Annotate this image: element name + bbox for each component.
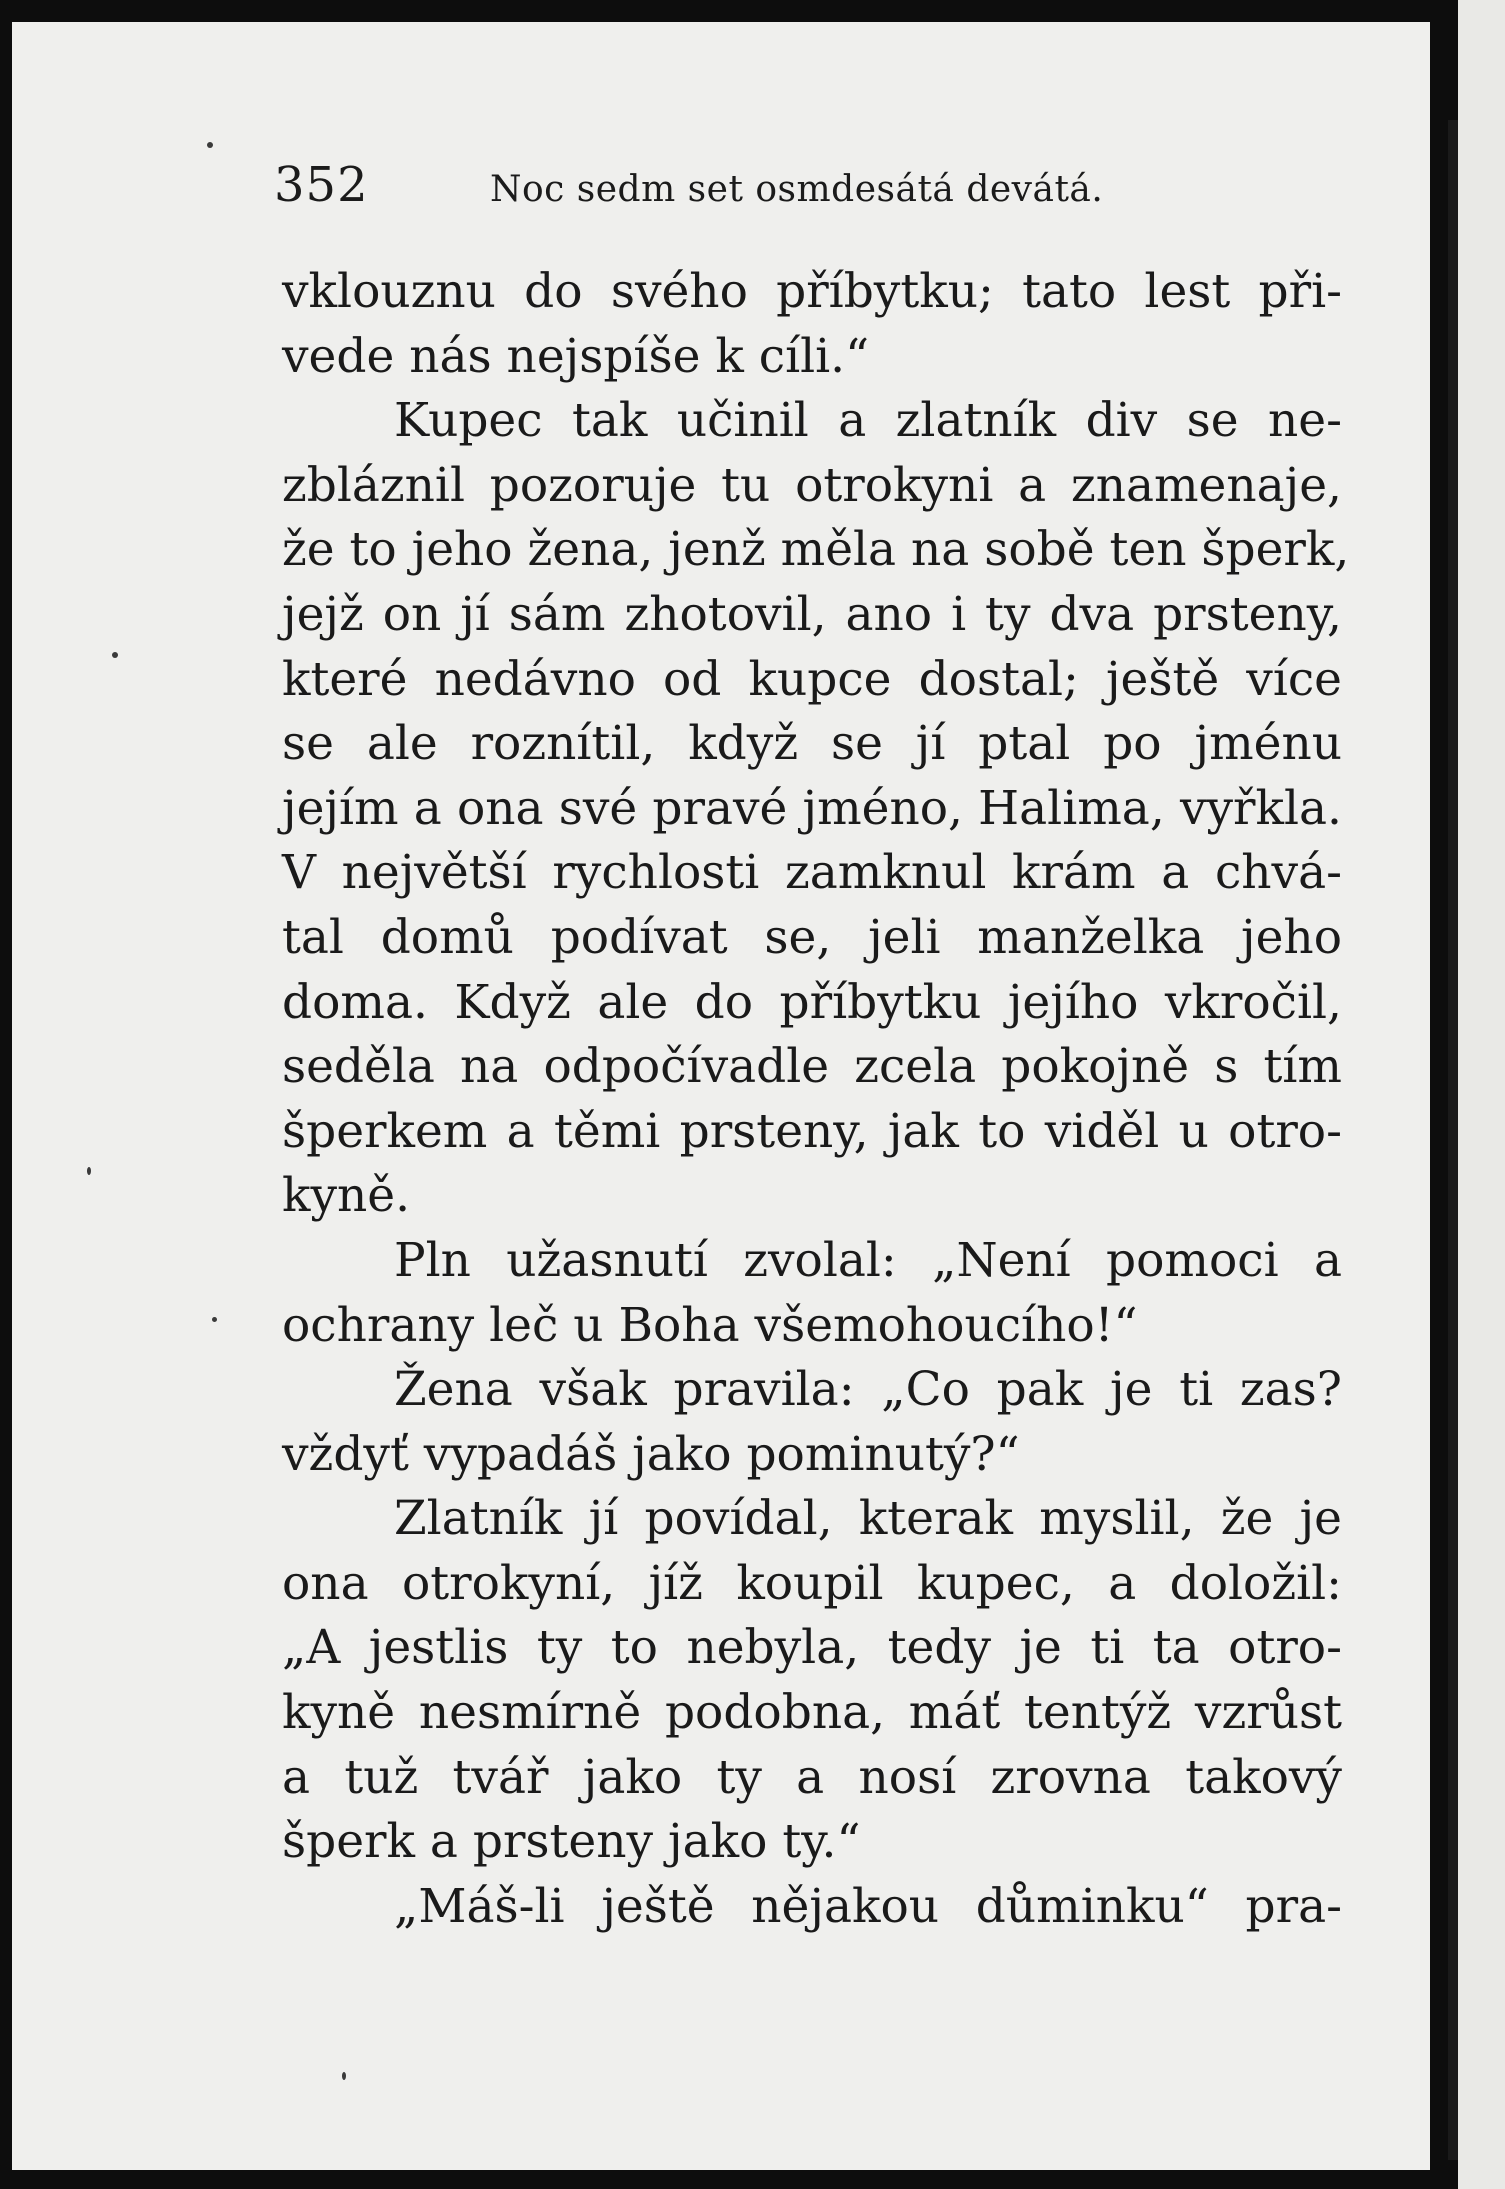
text-line: ochrany leč u Boha všemohoucího!“ bbox=[282, 1297, 1138, 1353]
text-line: „Máš-li ještě nějakou důminku“ pra- bbox=[394, 1878, 1342, 1934]
text-line: vede nás nejspíše k cíli.“ bbox=[282, 328, 870, 384]
text-line: vklouznu do svého příbytku; tato lest při- bbox=[282, 264, 1342, 319]
text-line: a tuž tvář jako ty a nosí zrovna takový bbox=[282, 1749, 1342, 1805]
text-line: zbláznil pozoruje tu otrokyni a znamenaje, bbox=[282, 457, 1342, 513]
text-line: šperkem a těmi prsteny, jak to viděl u otro- bbox=[282, 1103, 1342, 1159]
dust-speck bbox=[87, 1167, 91, 1175]
book-page bbox=[12, 22, 1430, 2170]
text-line: kyně nesmírně podobna, máť tentýž vzrůst bbox=[282, 1685, 1342, 1741]
running-head: Noc sedm set osmdesátá devátá. bbox=[490, 169, 1104, 210]
text-line: „A jestlis ty to nebyla, tedy je ti ta otro- bbox=[282, 1620, 1342, 1676]
text-line: Zlatník jí povídal, kterak myslil, že je bbox=[394, 1491, 1342, 1547]
text-line: jejím a ona své pravé jméno, Halima, vyřkla. bbox=[282, 780, 1342, 836]
page-header bbox=[12, 157, 1430, 217]
text-line: Pln užasnutí zvolal: „Není pomoci a bbox=[394, 1232, 1342, 1288]
text-line: tal domů podívat se, jeli manželka jeho bbox=[282, 909, 1342, 965]
text-line: že to jeho žena, jenž měla na sobě ten šperk, bbox=[282, 522, 1350, 578]
dust-speck bbox=[112, 652, 118, 658]
text-line: jejž on jí sám zhotovil, ano i ty dva prsteny, bbox=[282, 586, 1342, 642]
body-text bbox=[282, 260, 1350, 1939]
dust-speck bbox=[342, 2072, 346, 2080]
text-line: Žena však pravila: „Co pak je ti zas? bbox=[394, 1362, 1342, 1418]
text-line: vždyť vypadáš jako pominutý?“ bbox=[282, 1426, 1020, 1482]
text-line: se ale roznítil, když se jí ptal po jménu bbox=[282, 716, 1342, 772]
facing-page-edge bbox=[1458, 0, 1505, 2189]
text-line: V největší rychlosti zamknul krám a chvá- bbox=[282, 845, 1342, 901]
text-line: seděla na odpočívadle zcela pokojně s tím bbox=[282, 1039, 1342, 1095]
page-number: 352 bbox=[274, 157, 369, 213]
text-line: Kupec tak učinil a zlatník div se ne- bbox=[394, 393, 1342, 449]
dust-speck bbox=[212, 1317, 217, 1322]
text-line: ona otrokyní, jíž koupil kupec, a doložil: bbox=[282, 1555, 1342, 1611]
text-line: kyně. bbox=[282, 1168, 411, 1224]
page-edge-shadow bbox=[1448, 120, 1458, 2160]
text-line: šperk a prsteny jako ty.“ bbox=[282, 1814, 861, 1870]
text-line: doma. Když ale do příbytku jejího vkročil, bbox=[282, 974, 1342, 1030]
dust-speck bbox=[207, 142, 213, 148]
text-line: které nedávno od kupce dostal; ještě více bbox=[282, 651, 1342, 707]
